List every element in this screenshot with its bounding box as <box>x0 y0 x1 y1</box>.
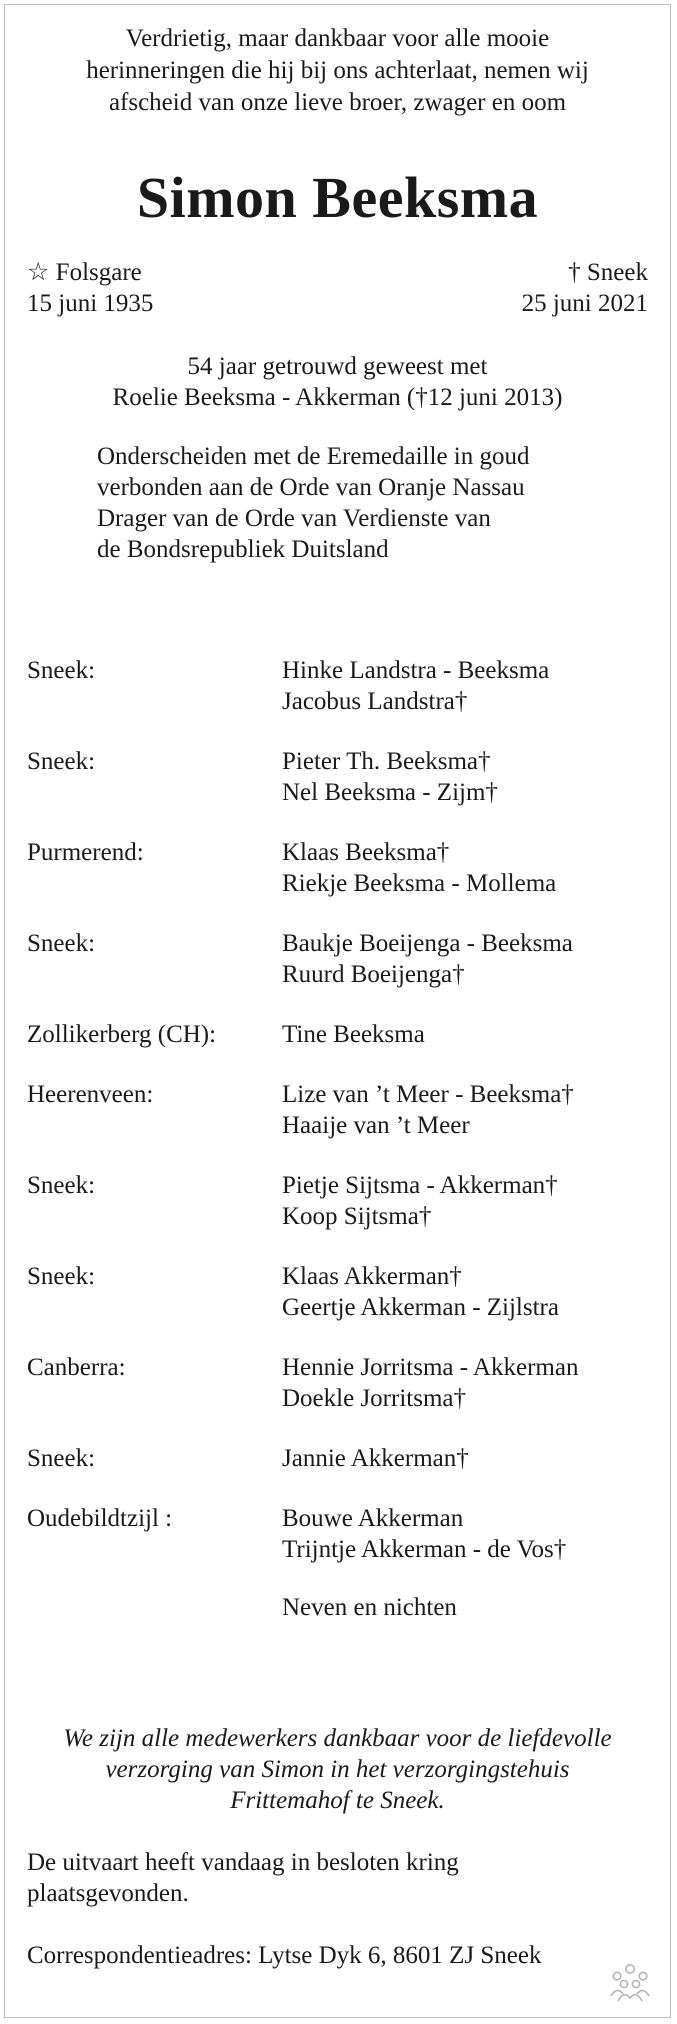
funeral-text <box>27 1847 459 1909</box>
family-people <box>282 1503 667 1565</box>
family-member: Riekje Beeksma - Mollema <box>282 870 557 897</box>
family-place: Heerenveen: <box>27 1081 154 1108</box>
family-list <box>27 655 667 1623</box>
family-people <box>282 655 667 717</box>
family-member: Pieter Th. Beeksma† <box>282 748 491 775</box>
family-people <box>282 746 667 808</box>
thanks-line: Frittemahof te Sneek. <box>230 1787 445 1814</box>
deceased-name: Simon Beeksma <box>136 165 539 230</box>
family-place: Sneek: <box>27 1263 96 1290</box>
death-date: 25 juni 2021 <box>521 290 648 317</box>
family-entry <box>27 1352 667 1414</box>
family-people <box>282 1352 667 1414</box>
family-place: Canberra: <box>27 1354 126 1381</box>
family-member: Trijntje Akkerman - de Vos† <box>282 1536 567 1563</box>
family-entry <box>27 655 667 717</box>
funeral-line: De uitvaart heeft vandaag in besloten kring <box>27 1849 459 1876</box>
family-member: Tine Beeksma <box>282 1021 425 1048</box>
intro-line: Verdrietig, maar dankbaar voor alle mooie <box>125 25 550 52</box>
family-entry <box>27 1079 667 1141</box>
family-place: Zollikerberg (CH): <box>27 1021 217 1048</box>
funeral-line: plaatsgevonden. <box>27 1880 189 1907</box>
family-place: Oudebildtzijl : <box>27 1505 173 1532</box>
family-place: Sneek: <box>27 657 96 684</box>
family-member: Klaas Akkerman† <box>282 1263 462 1290</box>
birth-info <box>27 257 153 319</box>
family-entry <box>27 746 667 808</box>
family-member: Klaas Beeksma† <box>282 839 450 866</box>
intro-text <box>5 23 670 119</box>
family-member: Hinke Landstra - Beeksma <box>282 657 550 684</box>
family-member: Haaije van ’t Meer <box>282 1112 470 1139</box>
family-member: Jacobus Landstra† <box>282 688 468 715</box>
family-place: Sneek: <box>27 748 96 775</box>
family-entry <box>27 1019 667 1050</box>
death-info <box>522 257 648 319</box>
honors-line: Onderscheiden met de Eremedaille in goud <box>97 443 530 470</box>
family-member: Koop Sijtsma† <box>282 1203 432 1230</box>
family-entry <box>27 837 667 899</box>
family-member: Geertje Akkerman - Zijlstra <box>282 1294 559 1321</box>
family-entry <box>27 928 667 990</box>
family-member: Bouwe Akkerman <box>282 1505 464 1532</box>
marriage-text <box>5 351 670 413</box>
honors-line: Drager van de Orde van Verdienste van <box>97 505 491 532</box>
family-entry <box>27 1443 667 1474</box>
family-member: Jannie Akkerman† <box>282 1445 469 1472</box>
family-people <box>282 928 667 990</box>
birth-date: 15 juni 1935 <box>27 290 154 317</box>
family-people <box>282 1019 667 1050</box>
family-place: Sneek: <box>27 930 96 957</box>
family-entry <box>27 1170 667 1232</box>
family-entry <box>27 1503 667 1565</box>
thanks-line: verzorging van Simon in het verzorgingstehuis <box>105 1756 570 1783</box>
family-place: Purmerend: <box>27 839 144 866</box>
family-member: Hennie Jorritsma - Akkerman <box>282 1354 579 1381</box>
family-people <box>282 1079 667 1141</box>
family-member: Ruurd Boeijenga† <box>282 961 465 988</box>
intro-line: herinneringen die hij bij ons achterlaat, nemen wij <box>86 57 589 84</box>
family-people <box>282 1443 667 1474</box>
honors-line: verbonden aan de Orde van Oranje Nassau <box>97 474 525 501</box>
thanks-text <box>5 1723 670 1816</box>
family-member: Nel Beeksma - Zijm† <box>282 779 498 806</box>
marriage-line: Roelie Beeksma - Akkerman (†12 juni 2013) <box>112 384 563 411</box>
family-member: Doekle Jorritsma† <box>282 1385 466 1412</box>
death-place: † Sneek <box>568 259 648 286</box>
honors-line: de Bondsrepubliek Duitsland <box>97 536 389 563</box>
family-member: Pietje Sijtsma - Akkerman† <box>282 1172 558 1199</box>
family-place: Sneek: <box>27 1172 96 1199</box>
family-people <box>282 837 667 899</box>
nephews-nieces: Neven en nichten <box>282 1594 457 1621</box>
family-member: Lize van ’t Meer - Beeksma† <box>282 1081 574 1108</box>
family-people <box>282 1261 667 1323</box>
birth-place: ☆ Folsgare <box>27 259 142 286</box>
people-group-icon <box>608 1963 652 2003</box>
family-place: Sneek: <box>27 1445 96 1472</box>
honors-text <box>97 441 529 565</box>
intro-line: afscheid van onze lieve broer, zwager en oom <box>108 89 567 116</box>
family-entry <box>27 1261 667 1323</box>
correspondence-address: Correspondentieadres: Lytse Dyk 6, 8601 ZJ Sneek <box>27 1942 542 1969</box>
marriage-line: 54 jaar getrouwd geweest met <box>187 353 488 380</box>
family-people <box>282 1170 667 1232</box>
family-member: Baukje Boeijenga - Beeksma <box>282 930 573 957</box>
thanks-line: We zijn alle medewerkers dankbaar voor de liefdevolle <box>63 1725 612 1752</box>
death-notice-card <box>4 4 671 2018</box>
